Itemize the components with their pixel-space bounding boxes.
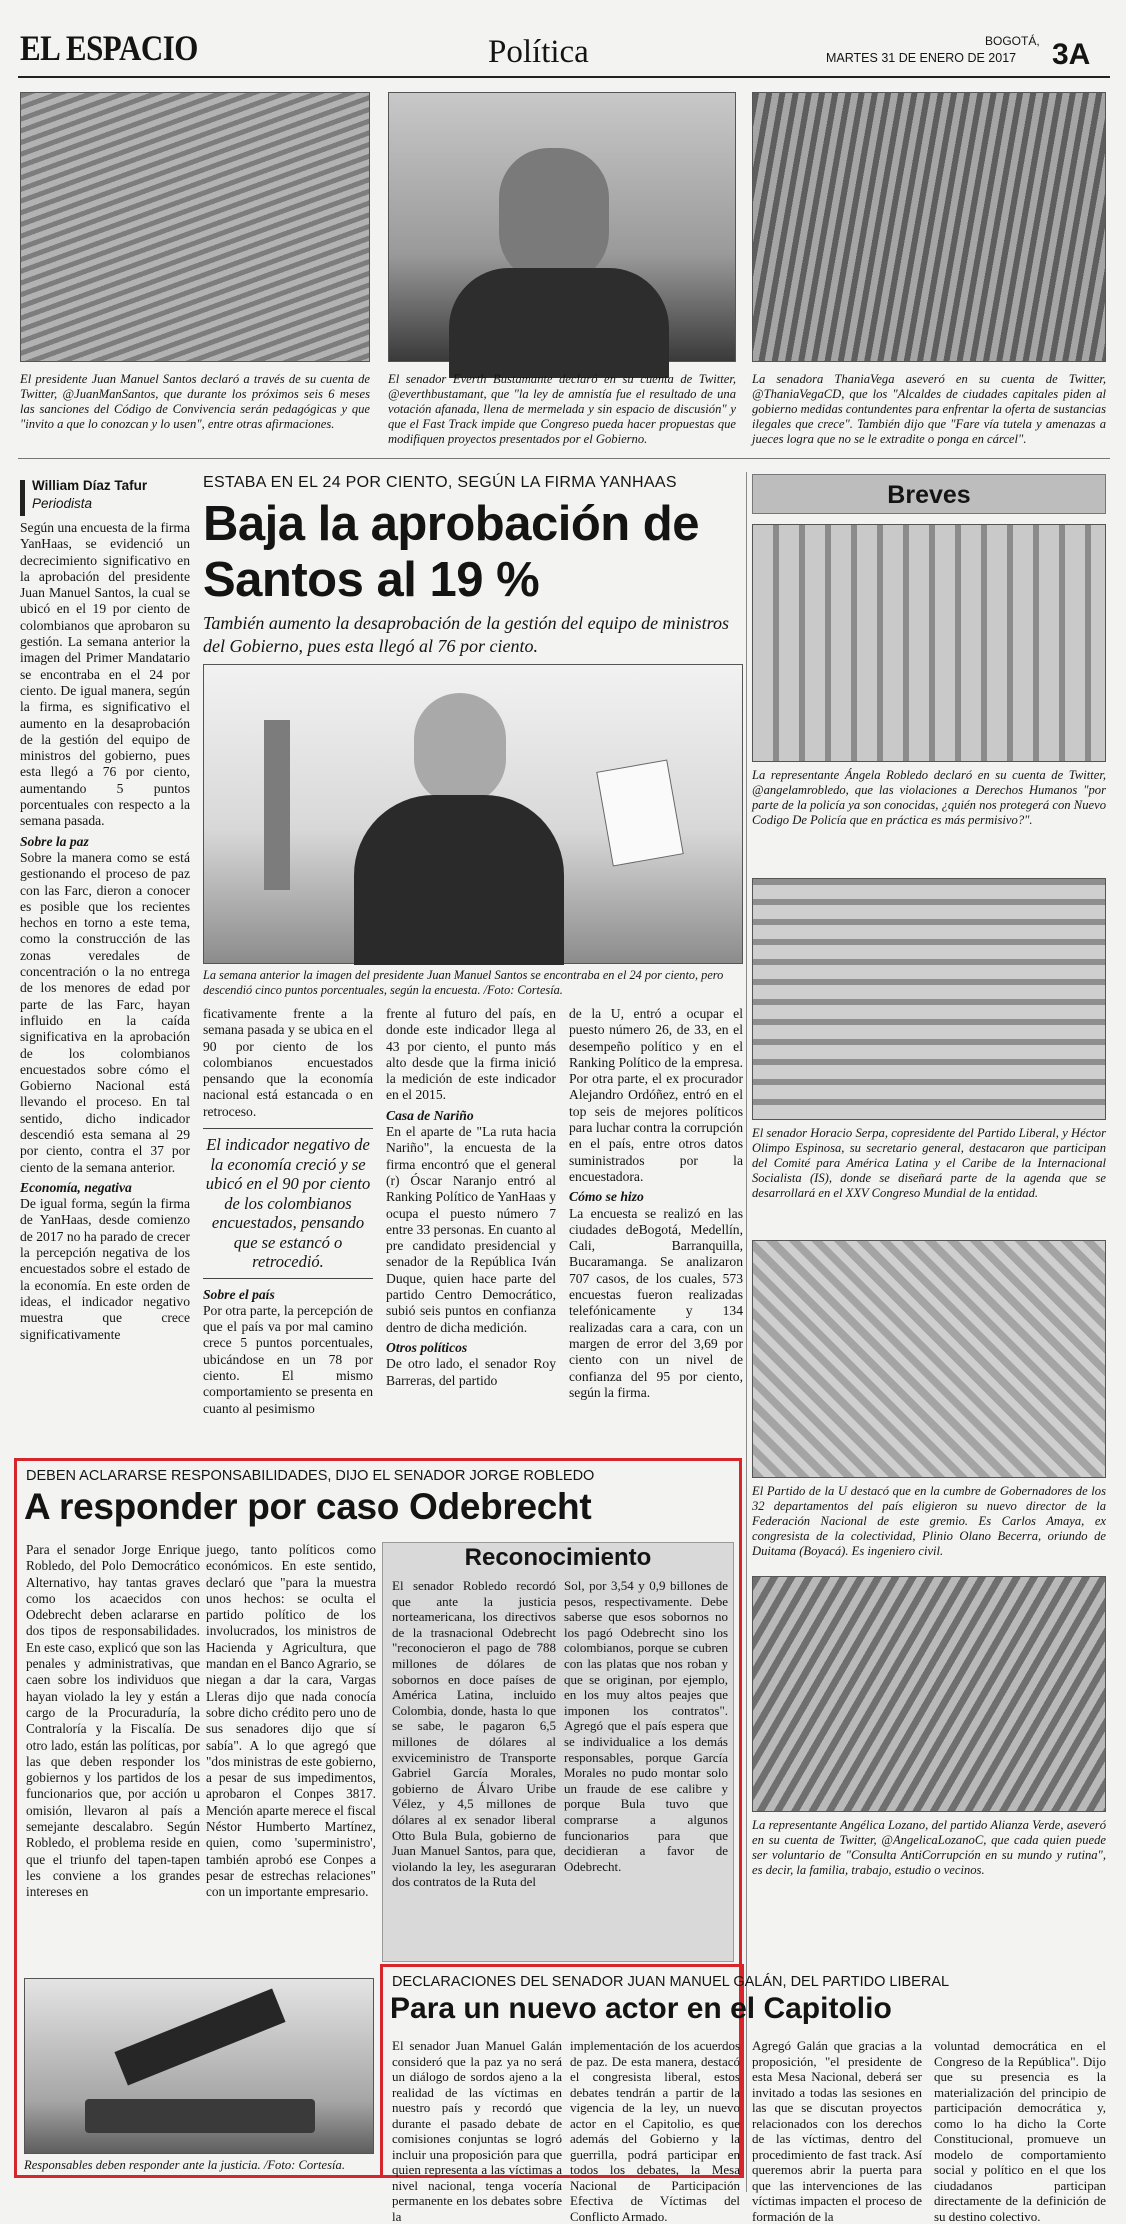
breves-caption-1: La representante Ángela Robledo declaró en su cuenta de Twitter, @angelamrobledo, que las violaciones a Derechos Humanos "por parte de la policía ya son conocidas, ¿quién nos protegerá con Nuevo Codigo De Policía que en práctica es más permisivo?".	[752, 768, 1106, 827]
odebrecht-headline: A responder por caso Odebrecht	[24, 1486, 592, 1527]
main-col1	[20, 520, 190, 1450]
main-headline: Baja la aprobación de Santos al 19 %	[203, 497, 699, 607]
reconocimiento-col2: Sol, por 3,54 y 0,9 billones de pesos, respectivamente. Debe saberse que esos sobornos no los pagó Odebrecht sino los colombianos, porque se cubren con las platas que nos roban y que se originan, por ejemplo, en los muy altos peajes que imponen los contratos". Agregó que el país espera que se individualice a los demás responsables, porque García Morales no pudo montar solo un fraude de ese calibre y porque Bula tuvo que comprarse a algunos funcionarios para que decidieran a favor de Odebrecht.	[564, 1578, 728, 1874]
masthead-city: BOGOTÁ,	[985, 34, 1040, 48]
masthead-rule	[18, 76, 1110, 78]
main-col1-text: Según una encuesta de la firma YanHaas, se evidenció un decrecimiento significativo en la aprobación del presidente Juan Manuel Santos, la cual se ubicó en el 19 por ciento de colombianos que aprobaron su gestión. La semana anterior la imagen del Primer Mandatario se encontraba en el 24 por ciento. De igual manera, según la firma, es significativo el aumento en la desaprobación de la gestión del equipo de ministros del gobierno, pues esta llegó a 76 por ciento, aumentando 5 puntos porcentuales con respecto a la semana pasada.	[20, 520, 190, 829]
main-deck: También aumento la desaprobación de la gestión del equipo de ministros del Gobierno, pues esta llegó al 76 por ciento.	[203, 613, 729, 656]
main-pullquote-text: El indicador negativo de la economía creció y se ubicó en el 90 por ciento de los colombianos encuestados, pensando que se estancó o retrocedió.	[205, 1135, 371, 1272]
breves-caption-4: La representante Angélica Lozano, del partido Alianza Verde, aseveró en su cuenta de Twitter, @AngelicaLozanoC, que cada quien puede ser voluntario de "Consulta AntiCorrupción en su mundo y rutina", es decir, la familia, trabajo, estudio o vecinos.	[752, 1818, 1106, 1877]
top-photo-2	[388, 92, 736, 362]
main-subhead-paz: Sobre la paz	[20, 833, 89, 849]
author-role: Periodista	[32, 496, 93, 511]
sidebar-rule	[746, 472, 747, 2192]
galan-col4: voluntad democrática en el Congreso de la República". Dijo que su presencia es la materialización del principio de participación democrática y, como lo ha dicho la Corte Constitucional, promueve un modelo de comportamiento social y político en el que los ciudadanos participan directamente de la definición de su destino colectivo.	[934, 2038, 1106, 2224]
galan-headline: Para un nuevo actor en el Capitolio	[390, 1992, 892, 2025]
odebrecht-kicker: DEBEN ACLARARSE RESPONSABILIDADES, DIJO EL SENADOR JORGE ROBLEDO	[26, 1468, 595, 1484]
main-pullquote	[203, 1128, 373, 1279]
top-caption-1: El presidente Juan Manuel Santos declaró a través de su cuenta de Twitter, @JuanManSantos, que durante los próximos seis 6 meses las sanciones del Código de Convivencia serán pedagógicas y que "invito a que lo conozcan y lo usen", entre otras afirmaciones.	[20, 372, 370, 431]
reconocimiento-title: Reconocimiento	[464, 1544, 652, 1571]
top-caption-2: El senador Everth Bustamante declaró en su cuenta de Twitter, @everthbustamant, que "la ley de amnistía fue el resultado de una votación afanada, llena de mermelada y sin espacio de discusión" y que el Fast Track impide que Congreso pueda hacer propuestas que modifiquen proyectos presentados por el Gobierno.	[388, 372, 736, 446]
main-col2b-text: Por otra parte, la percepción de que el país va por mal camino crece 5 puntos porcentuales, ubicándose en un 78 por ciento. El mismo comportamiento se presenta en cuanto al pesimismo	[203, 1302, 373, 1416]
top-photo-1	[20, 92, 370, 362]
main-col2	[203, 1006, 373, 1454]
odebrecht-photo-caption: Responsables deben responder ante la justicia. /Foto: Cortesía.	[24, 2158, 345, 2172]
breves-caption-3: El Partido de la U destacó que en la cumbre de Gobernadores de los 32 departamentos del país eligieron su nuevo director de la Federación Nacional de este gremio. Es Carlos Amaya, ex congresista de la colectividad, Plinio Olano Becerra, oriundo de Duitama (Boyacá). Es ingeniero civil.	[752, 1484, 1106, 1558]
breves-title: Breves	[887, 481, 971, 509]
main-photo-caption: La semana anterior la imagen del presidente Juan Manuel Santos se encontraba en el 24 por ciento, pero descendió cinco puntos porcentuales, según la encuesta. /Foto: Cortesía.	[203, 968, 724, 997]
galan-col3: Agregó Galán que gracias a la proposición, "el presidente de esta Mesa Nacional, deberá ser invitado a todas las sesiones en las que se discutan proyectos relacionados con los derechos de las víctimas, dentro del procedimiento de fast track. Así queremos abrir la puerta para que las intervenciones de las víctimas impacten el proceso de formación de la	[752, 2038, 922, 2224]
main-col3-text: frente al futuro del país, en donde este indicador llega al 43 por ciento, el punto más alto desde que la firma inició la medición de este indicador en el 2015.	[386, 1006, 556, 1103]
odebrecht-col1: Para el senador Jorge Enrique Robledo, del Polo Democrático Alternativo, hay tantas graves como los acaecidos con Odebrecht deben aclararse en dos tipos de responsabilidades. En este caso, explicó que son las penales y administrativas, que caen sobre los individuos que hayan violado la ley y están a cargo de la Procuraduría, la Contraloría y la Fiscalía. De otro lado, están las políticas, por las que deben responder los gobiernos y los partidos de los funcionarios que, por acción u omisión, llevaron al país a semejante descalabro. Según Robledo, el problema reside en que el triunfo del tapen-tapen les conviene a los grandes intereses en	[26, 1542, 200, 1900]
main-col2-text: ficativamente frente a la semana pasada y se ubica en el 90 por ciento de los colombianos encuestados pensando que la economía nacional está estancada o en retroceso.	[203, 1006, 373, 1119]
main-kicker: ESTABA EN EL 24 POR CIENTO, SEGÚN LA FIRMA YANHAAS	[203, 474, 677, 491]
odebrecht-photo	[24, 1978, 374, 2154]
section-title: Política	[488, 34, 589, 70]
main-subhead-economia: Economía, negativa	[20, 1179, 132, 1195]
galan-col2: implementación de los acuerdos de paz. De esta manera, destacó el congresista liberal, estos debates tendrán a partir de la vigencia de la ley, un nuevo actor en el Capitolio, es que además del Gobierno y la guerrilla, podrá participar en todos los debates, la Mesa Nacional de Participación Efectiva de Víctimas del Conflicto Armado.	[570, 2038, 740, 2224]
main-col3b-text: En el aparte de "La ruta hacia Nariño", la encuesta de la firma encontró que el general (r) Óscar Naranjo entró al Ranking Político de YanHaas y ocupa el puesto número 7 entre 33 personas. En cuanto al pre candidato presidencial y senador de la República Iván Duque, quien hace parte del partido Centro Democrático, subió seis puntos en confianza dentro de dicha medición.	[386, 1124, 556, 1335]
main-col4	[569, 1006, 743, 1454]
odebrecht-col2: juego, tanto políticos como económicos. En este sentido, declaró que "para la muestra unos hechos: se oculta el partido político de los involucrados, los ministros de Hacienda y Agricultura, que mandan en el Banco Agrario, se niegan a dar la cara, Vargas Lleras dijo que nada conocía sobre dicho crédito pero uno de sus senadores dijo que sí sabía". A lo que agregó que "dos ministras de este gobierno, a pesar de sus impedimentos, aprobaron el Conpes 3817. Mención aparte merece el fiscal Néstor Humberto Martínez, quien, como 'superministro', también aprobó ese Conpes a pesar de estrechas relaciones" con un importante empresario.	[206, 1542, 376, 1900]
main-subhead-como: Cómo se hizo	[569, 1189, 644, 1205]
main-col4b-text: La encuesta se realizó en las ciudades deBogotá, Medellín, Cali, Barranquilla, Bucaramanga. Se analizaron 707 casos, de los cuales, 573 encuestas fueron realizadas telefónicamente y 134 realizadas cara a cara, con un margen de error del 3,69 por ciento con un nivel de confianza del 95 por ciento, según la firma.	[569, 1205, 743, 1400]
breves-photo-4	[752, 1576, 1106, 1812]
breves-photo-1	[752, 524, 1106, 762]
galan-kicker: DECLARACIONES DEL SENADOR JUAN MANUEL GALÁN, DEL PARTIDO LIBERAL	[392, 1974, 950, 1990]
reconocimiento-col1: El senador Robledo recordó que ante la justicia norteamericana, los directivos de la trasnacional Odebrecht "reconocieron el pago de 788 millones de dólares de sobornos en doce países de América Latina, incluido Colombia, donde, hasta lo que se sabe, le pagaron 6,5 millones de dólares al exviceministro de Transporte Gabriel García Morales, gobierno de Álvaro Uribe Vélez, y 4,5 millones de dólares al ex senador liberal Otto Bula Bula, gobierno de Juan Manuel Santos, para que, violando la ley, les aseguraran dos contratos de la Ruta del	[392, 1578, 556, 1890]
galan-col1: El senador Juan Manuel Galán consideró que la paz ya no será un diálogo de sordos ajeno a la realidad de las víctimas en nuestro país y recordó que durante el pasado debate de comisiones conjuntas se logró incluir una proposición para que quien representa a las víctimas a nivel nacional, tenga vocería permanente en los debates sobre la	[392, 2038, 562, 2224]
top-caption-3: La senadora ThaniaVega aseveró en su cuenta de Twitter, @ThaniaVegaCD, que los "Alcaldes de ciudades capitales piden al gobierno medidas contundentes para enfrentar la oferta de sustancias ilegales que crece". También dijo que "Fare vía tutela y amenazas a jueces logra que no se le extradite o ponga en cárcel".	[752, 372, 1106, 446]
breves-caption-2: El senador Horacio Serpa, copresidente del Partido Liberal, y Héctor Olimpo Espinosa, su secretario general, destacaron que participan del Comité para América Latina y el Caribe de la Internacional Socialista (IS), donde se diseñará parte de la agenda que se desarrollará en el XXV Congreso Mundial de la entidad.	[752, 1126, 1106, 1200]
main-photo	[203, 664, 743, 964]
main-col4-text: de la U, entró a ocupar el puesto número 26, de 33, en el desempeño político y en el Ranking Político de la empresa. Por otra parte, el ex procurador Alejandro Ordóñez, entró en el top seis de mejores políticos para luchar contra la corrupción en el país, entre otros datos suministrados por la encuestadora.	[569, 1006, 743, 1184]
masthead-logo: EL ESPACIO	[20, 28, 198, 69]
main-subhead-narino: Casa de Nariño	[386, 1107, 474, 1123]
top-photo-3	[752, 92, 1106, 362]
main-col1b-text: Sobre la manera como se está gestionando el proceso de paz con las Farc, dieron a conocer es posible que los recientes hechos en torno a este tema, como la construcción de las zonas veredales de concentración o la no entrega de los menores de edad por parte de las Farc, hayan influido en la caída significativa en la aprobación de los colombianos encuestados sobre cómo el Gobierno Nacional está llevando el proceso. En tal sentido, dicho indicador descendió esta semana al 29 por ciento, contra el 37 por ciento de la semana anterior.	[20, 849, 190, 1175]
page-number: 3A	[1052, 38, 1091, 71]
main-col3c-text: De otro lado, el senador Roy Barreras, del partido	[386, 1356, 556, 1388]
author-bar	[20, 480, 25, 516]
breves-header	[752, 474, 1106, 514]
main-col1c-text: De igual forma, según la firma de YanHaas, desde comienzo de 2017 no ha parado de crecer la percepción negativa de los encuestados sobre el estado de la economía. En este orden de ideas, el indicador negativo muestra que crece significativamente	[20, 1196, 190, 1342]
author-name: William Díaz Tafur	[32, 478, 148, 493]
main-subhead-politicos: Otros políticos	[386, 1339, 468, 1355]
breves-photo-2	[752, 878, 1106, 1120]
breves-photo-3	[752, 1240, 1106, 1478]
top-divider	[18, 458, 1110, 459]
main-col3	[386, 1006, 556, 1454]
main-subhead-pais: Sobre el país	[203, 1286, 275, 1302]
masthead-date: MARTES 31 DE ENERO DE 2017	[826, 51, 1017, 65]
